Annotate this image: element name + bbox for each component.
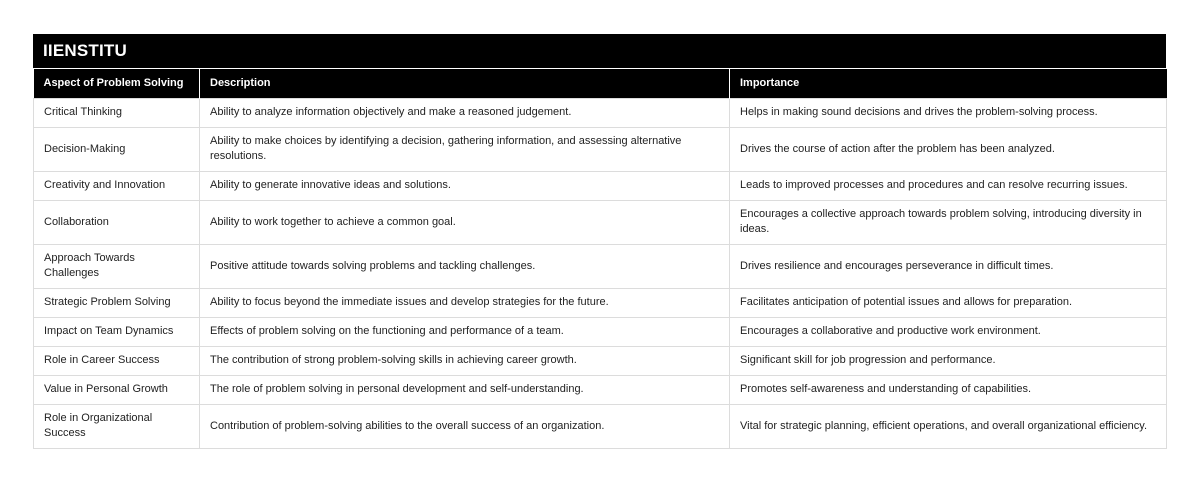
cell-description: Positive attitude towards solving problems and tackling challenges. — [200, 244, 730, 288]
cell-description: Ability to analyze information objectively and make a reasoned judgement. — [200, 98, 730, 127]
cell-importance: Leads to improved processes and procedures and can resolve recurring issues. — [730, 171, 1167, 200]
cell-description: Effects of problem solving on the functioning and performance of a team. — [200, 317, 730, 346]
cell-importance: Drives resilience and encourages perseverance in difficult times. — [730, 244, 1167, 288]
table-row — [34, 317, 1167, 346]
table-row — [34, 127, 1167, 171]
cell-description: Ability to generate innovative ideas and solutions. — [200, 171, 730, 200]
cell-aspect: Decision-Making — [34, 127, 200, 171]
cell-importance: Promotes self-awareness and understanding of capabilities. — [730, 375, 1167, 404]
table-row — [34, 200, 1167, 244]
cell-importance: Facilitates anticipation of potential issues and allows for preparation. — [730, 288, 1167, 317]
cell-aspect: Role in Organizational Success — [34, 404, 200, 448]
cell-importance: Encourages a collaborative and productive work environment. — [730, 317, 1167, 346]
header-row — [34, 69, 1167, 98]
header-description: Description — [200, 69, 730, 98]
cell-description: The contribution of strong problem-solving skills in achieving career growth. — [200, 346, 730, 375]
cell-description: Ability to work together to achieve a common goal. — [200, 200, 730, 244]
cell-aspect: Creativity and Innovation — [34, 171, 200, 200]
cell-description: Ability to focus beyond the immediate issues and develop strategies for the future. — [200, 288, 730, 317]
header-aspect: Aspect of Problem Solving — [34, 69, 200, 98]
cell-importance: Drives the course of action after the problem has been analyzed. — [730, 127, 1167, 171]
header-importance: Importance — [730, 69, 1167, 98]
cell-description: Ability to make choices by identifying a decision, gathering information, and assessing alternative resolutions. — [200, 127, 730, 171]
table-row — [34, 404, 1167, 448]
table-row — [34, 171, 1167, 200]
cell-importance: Encourages a collective approach towards problem solving, introducing diversity in ideas. — [730, 200, 1167, 244]
cell-importance: Significant skill for job progression and performance. — [730, 346, 1167, 375]
table-row — [34, 346, 1167, 375]
cell-importance: Helps in making sound decisions and drives the problem-solving process. — [730, 98, 1167, 127]
cell-aspect: Strategic Problem Solving — [34, 288, 200, 317]
problem-solving-table — [33, 69, 1167, 449]
table-row — [34, 98, 1167, 127]
cell-aspect: Collaboration — [34, 200, 200, 244]
cell-importance: Vital for strategic planning, efficient operations, and overall organizational efficiency. — [730, 404, 1167, 448]
table-row — [34, 288, 1167, 317]
cell-aspect: Approach Towards Challenges — [34, 244, 200, 288]
cell-aspect: Value in Personal Growth — [34, 375, 200, 404]
cell-aspect: Critical Thinking — [34, 98, 200, 127]
cell-description: The role of problem solving in personal development and self-understanding. — [200, 375, 730, 404]
cell-aspect: Impact on Team Dynamics — [34, 317, 200, 346]
cell-aspect: Role in Career Success — [34, 346, 200, 375]
cell-description: Contribution of problem-solving abilities to the overall success of an organization. — [200, 404, 730, 448]
table-title: IIENSTITU — [33, 34, 1166, 69]
table-row — [34, 375, 1167, 404]
problem-solving-table-container — [33, 34, 1166, 449]
table-row — [34, 244, 1167, 288]
